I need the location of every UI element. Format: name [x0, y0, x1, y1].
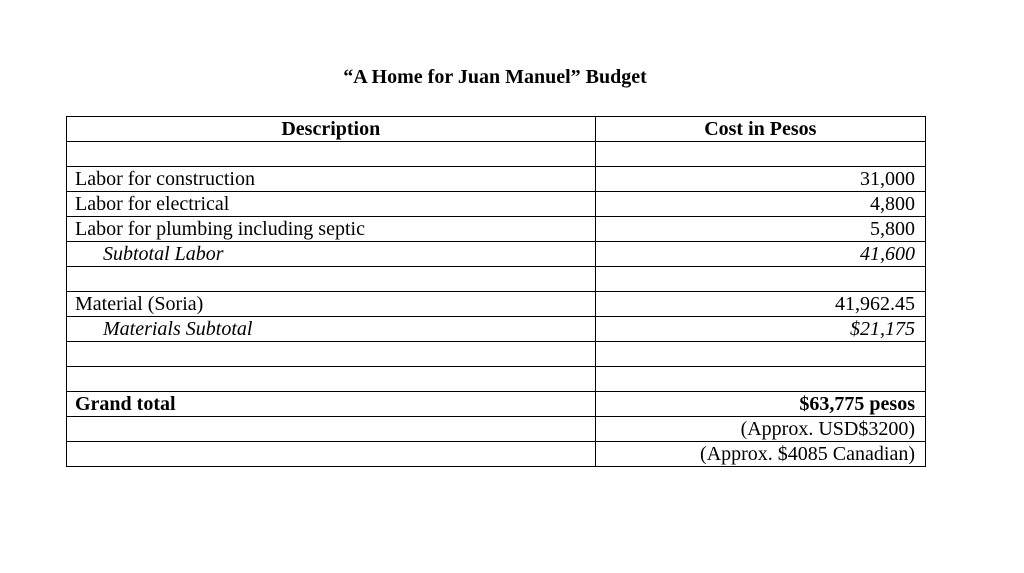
row-description: Labor for construction [67, 167, 596, 192]
row-cost [595, 367, 925, 392]
row-cost: 4,800 [595, 192, 925, 217]
row-cost [595, 342, 925, 367]
cost-column-header: Cost in Pesos [595, 117, 925, 142]
row-description [67, 367, 596, 392]
approx-usd-value: (Approx. USD$3200) [595, 417, 925, 442]
grand-total-value: $63,775 pesos [595, 392, 925, 417]
row-description: Material (Soria) [67, 292, 596, 317]
row-cost [595, 142, 925, 167]
table-row [67, 142, 926, 167]
subtotal-labor-value: 41,600 [595, 242, 925, 267]
budget-table [66, 116, 926, 467]
row-cost: 41,962.45 [595, 292, 925, 317]
table-row [67, 167, 926, 192]
row-description [67, 142, 596, 167]
approx-cad-value: (Approx. $4085 Canadian) [595, 442, 925, 467]
row-description: Labor for electrical [67, 192, 596, 217]
approx-usd-row [67, 417, 926, 442]
subtotal-labor-label: Subtotal Labor [67, 242, 596, 267]
table-row [67, 367, 926, 392]
table-row [67, 192, 926, 217]
row-cost [595, 267, 925, 292]
row-description [67, 417, 596, 442]
table-row [67, 217, 926, 242]
grand-total-label: Grand total [67, 392, 596, 417]
materials-subtotal-value: $21,175 [595, 317, 925, 342]
approx-cad-row [67, 442, 926, 467]
materials-subtotal-row [67, 317, 926, 342]
row-description [67, 342, 596, 367]
row-description [67, 442, 596, 467]
description-column-header: Description [67, 117, 596, 142]
table-row [67, 292, 926, 317]
row-cost: 31,000 [595, 167, 925, 192]
row-cost: 5,800 [595, 217, 925, 242]
materials-subtotal-label: Materials Subtotal [67, 317, 596, 342]
subtotal-labor-row [67, 242, 926, 267]
grand-total-row [67, 392, 926, 417]
table-header-row [67, 117, 926, 142]
document-title: “A Home for Juan Manuel” Budget [343, 66, 647, 88]
row-description [67, 267, 596, 292]
row-description: Labor for plumbing including septic [67, 217, 596, 242]
table-row [67, 267, 926, 292]
table-row [67, 342, 926, 367]
